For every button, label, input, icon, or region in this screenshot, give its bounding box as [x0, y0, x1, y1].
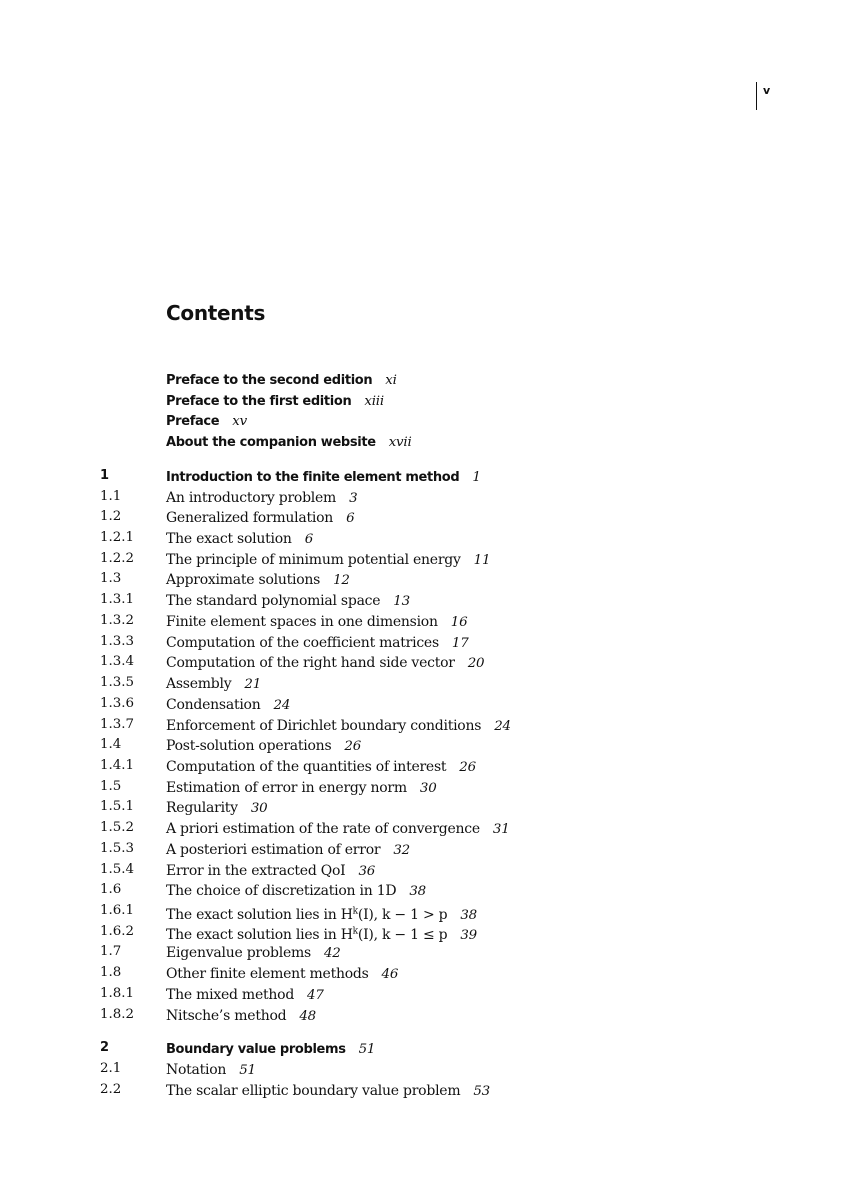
entry-number: 1.1 [100, 488, 122, 504]
entry-page-number: 11 [473, 552, 491, 568]
entry-page-number: 39 [460, 928, 477, 944]
toc-entry[interactable] [0, 942, 841, 963]
entry-text[interactable] [166, 569, 350, 592]
toc-entry[interactable] [0, 735, 841, 756]
toc-entry[interactable] [0, 715, 841, 736]
entry-page-number: 42 [323, 946, 341, 962]
entry-number: 1.3.5 [100, 675, 135, 691]
entry-page-number: 6 [304, 532, 314, 548]
toc-entry[interactable] [0, 1059, 841, 1080]
toc-heading-entry[interactable] [0, 431, 841, 452]
entry-title: Other finite element methods [166, 966, 369, 983]
entry-number: 1.2.2 [100, 550, 135, 566]
toc-entry[interactable] [0, 487, 841, 508]
entry-number: 1.3.7 [100, 716, 135, 732]
entry-title-part: The exact solution lies in H [166, 927, 353, 944]
entry-text[interactable] [166, 528, 313, 551]
entry-page-number: 6 [346, 511, 355, 527]
entry-text[interactable] [166, 549, 490, 572]
entry-page-number: 20 [467, 656, 485, 672]
toc-entry[interactable] [0, 860, 841, 881]
toc-entry[interactable] [0, 652, 841, 673]
entry-page-number: xv [232, 414, 247, 430]
entry-number: 1.5.4 [100, 861, 135, 877]
page-title: Contents [166, 301, 266, 325]
entry-text[interactable] [166, 694, 290, 717]
toc-heading-entry[interactable] [0, 466, 841, 487]
entry-text[interactable] [166, 818, 510, 841]
entry-title: Introduction to the finite element method [166, 469, 460, 485]
entry-number: 1.5.1 [100, 799, 135, 815]
entry-number: 1.3.4 [100, 654, 135, 670]
entry-title: Approximate solutions [166, 572, 321, 589]
entry-title-part: The exact solution lies in H [166, 906, 353, 923]
entry-number: 1.8.1 [100, 985, 135, 1001]
entry-text[interactable] [166, 431, 412, 454]
entry-title: Post-solution operations [166, 738, 332, 755]
toc-entry[interactable] [0, 901, 841, 922]
entry-title: The mixed method [166, 986, 295, 1003]
entry-page-number: 46 [381, 967, 399, 983]
entry-text[interactable] [166, 611, 467, 634]
entry-title: The exact solution [166, 531, 292, 548]
entry-number: 1.4.1 [100, 757, 135, 773]
entry-text[interactable] [166, 1005, 316, 1028]
entry-number: 2 [100, 1040, 109, 1056]
entry-text[interactable] [166, 1059, 256, 1082]
entry-number: 1.3.1 [100, 592, 135, 608]
entry-text[interactable] [166, 860, 375, 883]
toc-heading-entry[interactable] [0, 390, 841, 411]
entry-page-number: 31 [492, 822, 510, 838]
entry-title: Preface [166, 414, 220, 430]
entry-title: Computation of the coefficient matrices [166, 634, 439, 651]
entry-number: 1.3.2 [100, 612, 135, 628]
toc-entry[interactable] [0, 1005, 841, 1026]
entry-title: A priori estimation of the rate of convergence [166, 821, 480, 838]
entry-page-number: 30 [250, 801, 268, 817]
entry-text[interactable] [166, 590, 410, 613]
entry-text[interactable] [166, 410, 247, 433]
entry-text[interactable] [166, 487, 357, 510]
entry-title: Finite element spaces in one dimension [166, 613, 438, 630]
entry-text[interactable] [166, 777, 437, 800]
entry-number: 1.6 [100, 882, 122, 898]
toc-entry[interactable] [0, 756, 841, 777]
toc-entry[interactable] [0, 632, 841, 653]
entry-number: 1.5.2 [100, 820, 135, 836]
entry-page-number: 3 [349, 490, 358, 506]
entry-number: 1.8.2 [100, 1006, 135, 1022]
entry-number: 1.6.1 [100, 902, 135, 918]
entry-title-superscript: k [352, 926, 358, 937]
entry-page-number: xvii [388, 435, 412, 451]
toc-entry[interactable] [0, 590, 841, 611]
entry-text[interactable] [166, 1038, 375, 1061]
entry-text[interactable] [166, 652, 484, 675]
entry-page-number: 26 [344, 739, 362, 755]
entry-page-number: 24 [273, 697, 291, 713]
entry-number: 1.3.3 [100, 633, 135, 649]
entry-title: The choice of discretization in 1D [166, 883, 397, 900]
entry-title: The scalar elliptic boundary value problem [166, 1082, 461, 1099]
toc-entry[interactable] [0, 569, 841, 590]
entry-title: The standard polynomial space [166, 593, 381, 610]
toc-entry[interactable] [0, 880, 841, 901]
entry-title-part: (I), k − 1 ≤ p [357, 927, 448, 944]
entry-number: 1 [100, 467, 109, 483]
toc-entry[interactable] [0, 549, 841, 570]
toc-entry[interactable] [0, 797, 841, 818]
entry-page-number: 26 [459, 759, 476, 775]
entry-page-number: 38 [460, 907, 477, 923]
entry-title: Condensation [166, 696, 261, 713]
entry-title: Error in the extracted QoI [166, 862, 346, 879]
entry-title: Estimation of error in energy norm [166, 779, 407, 796]
chapter-list [0, 466, 841, 1101]
entry-title-part: (I), k − 1 > p [357, 906, 448, 923]
toc-heading-entry[interactable] [0, 410, 841, 431]
entry-text[interactable] [166, 466, 481, 489]
entry-text[interactable] [166, 942, 341, 965]
front-matter-list [0, 369, 841, 452]
toc-entry[interactable] [0, 1080, 841, 1101]
entry-number: 1.3 [100, 571, 122, 587]
entry-title: Notation [166, 1062, 227, 1078]
entry-text[interactable] [166, 797, 267, 820]
entry-text[interactable] [166, 880, 426, 903]
toc-entry[interactable] [0, 673, 841, 694]
entry-page-number: 12 [333, 573, 350, 589]
toc-entry[interactable] [0, 963, 841, 984]
entry-title: Nitsche’s method [166, 1007, 287, 1024]
toc-entry[interactable] [0, 694, 841, 715]
entry-title: Preface to the first edition [166, 393, 352, 409]
entry-page-number: 47 [307, 987, 324, 1003]
toc-entry[interactable] [0, 777, 841, 798]
entry-text[interactable] [166, 735, 361, 758]
entry-page-number: 51 [358, 1042, 376, 1058]
toc-entry[interactable] [0, 984, 841, 1005]
entry-text[interactable] [166, 673, 261, 696]
entry-text[interactable] [166, 507, 354, 530]
page-number: v [756, 82, 770, 110]
entry-number: 1.5 [100, 778, 122, 794]
entry-title: A posteriori estimation of error [166, 841, 381, 858]
chapter-block [0, 1038, 841, 1100]
entry-title: Boundary value problems [166, 1042, 346, 1058]
entry-title: The principle of minimum potential energy [166, 551, 461, 568]
entry-text[interactable] [166, 756, 476, 779]
toc-heading-entry[interactable] [0, 1038, 841, 1059]
toc-entry[interactable] [0, 818, 841, 839]
entry-page-number: 24 [494, 718, 511, 734]
entry-page-number: 32 [393, 842, 410, 858]
toc-entry[interactable] [0, 507, 841, 528]
entry-title: Regularity [166, 800, 238, 817]
entry-text[interactable] [166, 369, 397, 392]
entry-text[interactable] [166, 963, 398, 986]
entry-title: Enforcement of Dirichlet boundary conditions [166, 717, 482, 734]
entry-title: Generalized formulation [166, 510, 334, 527]
chapter-block [0, 466, 841, 1025]
entry-title-superscript: k [352, 905, 358, 916]
entry-page-number: 53 [473, 1083, 490, 1099]
toc-entry[interactable] [0, 528, 841, 549]
entry-number: 1.5.3 [100, 840, 135, 856]
entry-number: 1.4 [100, 737, 122, 753]
entry-page-number: 21 [244, 677, 262, 693]
entry-page-number: 17 [451, 635, 469, 651]
entry-title [166, 927, 447, 943]
entry-page-number: 1 [472, 469, 481, 485]
entry-title: Computation of the quantities of interest [166, 758, 447, 775]
entry-number: 2.2 [100, 1081, 122, 1097]
entry-text[interactable] [166, 390, 384, 413]
table-of-contents [0, 369, 841, 1100]
entry-text[interactable] [166, 1080, 490, 1103]
entry-page-number: 36 [358, 863, 376, 879]
entry-text[interactable] [166, 632, 469, 655]
entry-page-number: 13 [393, 594, 410, 610]
entry-page-number: xi [385, 373, 397, 388]
entry-title: Preface to the second edition [166, 373, 373, 388]
entry-page-number: 16 [450, 614, 468, 630]
entry-text[interactable] [166, 984, 324, 1007]
entry-number: 1.7 [100, 944, 122, 960]
entry-title: Eigenvalue problems [166, 945, 311, 962]
entry-page-number: 51 [239, 1063, 256, 1078]
entry-title [166, 907, 447, 923]
toc-entry[interactable] [0, 922, 841, 943]
entry-number: 2.1 [100, 1061, 122, 1076]
entry-number: 1.6.2 [100, 923, 135, 939]
toc-entry[interactable] [0, 839, 841, 860]
entry-text[interactable] [166, 839, 410, 862]
entry-page-number: 38 [409, 884, 426, 900]
entry-title: An introductory problem [166, 489, 337, 506]
entry-number: 1.8 [100, 965, 122, 981]
entry-number: 1.2 [100, 509, 122, 525]
toc-heading-entry[interactable] [0, 369, 841, 390]
entry-page-number: 30 [419, 780, 437, 796]
entry-title: About the companion website [166, 435, 376, 451]
entry-page-number: 48 [299, 1008, 316, 1024]
entry-title: Assembly [166, 676, 232, 693]
entry-title: Computation of the right hand side vector [166, 655, 455, 672]
entry-number: 1.3.6 [100, 695, 135, 711]
entry-text[interactable] [166, 715, 511, 738]
toc-entry[interactable] [0, 611, 841, 632]
entry-page-number: xiii [364, 393, 384, 409]
entry-number: 1.2.1 [100, 530, 135, 546]
